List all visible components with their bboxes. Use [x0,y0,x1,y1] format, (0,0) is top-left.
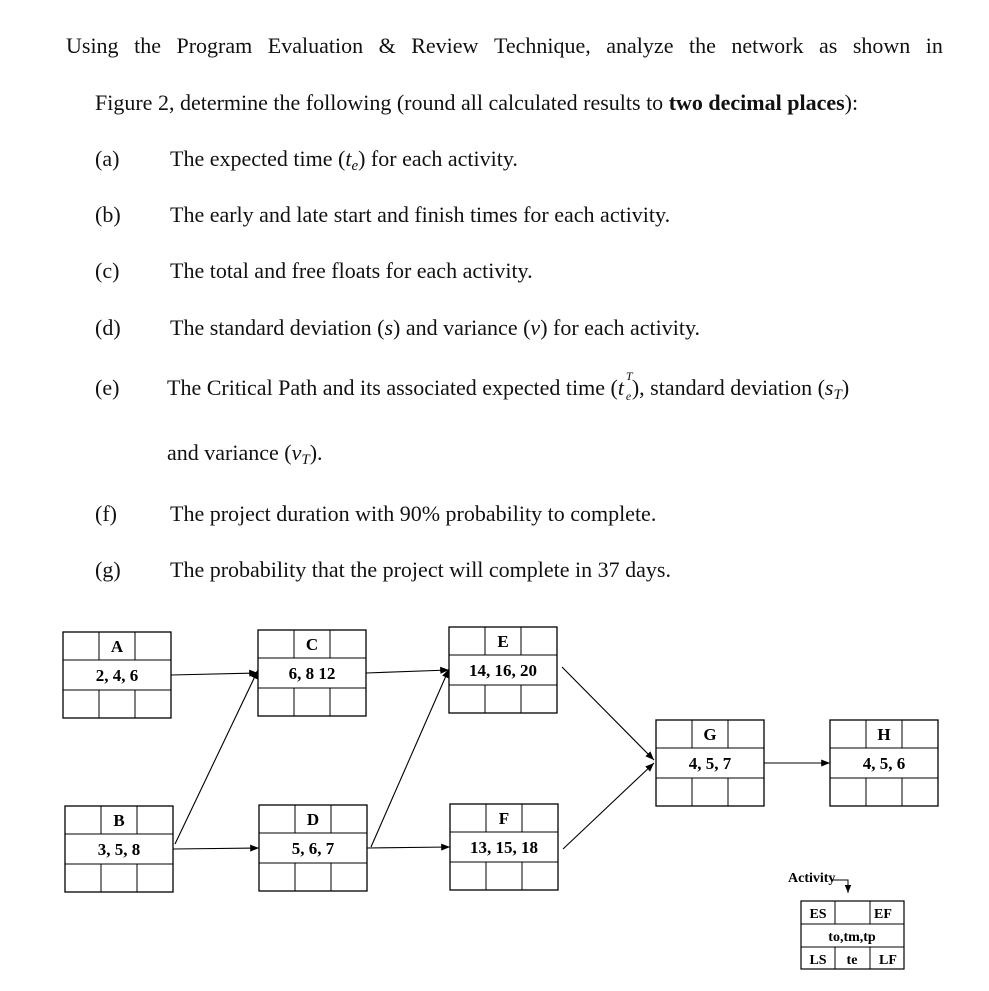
activity-times: 4, 5, 7 [688,754,732,773]
edge-b-d [173,848,259,849]
intro-word: the [134,33,161,58]
tte-base: t [617,375,624,400]
intro-word: analyze [606,33,674,58]
item-label-f: (f) [95,501,117,526]
activity-times: 2, 4, 6 [95,666,139,685]
st-variable: s [824,375,834,400]
activity-times: 13, 15, 18 [470,838,538,857]
item-text-b: The early and late start and finish times for each activity. [170,202,671,227]
tte-sup: T [625,369,633,383]
activity-id: F [498,809,510,828]
intro-word: shown [852,33,911,58]
activity-node-a [63,632,171,718]
edge-b-c [175,670,258,844]
intro-word: network [731,33,804,58]
tte-sub: e [625,389,632,403]
edge-d-f [367,847,450,848]
item-a-part2: ) for each activity. [358,146,518,171]
legend-times: to,tm,tp [828,930,876,945]
edge-f-g [563,763,654,849]
edge-d-e [371,669,449,847]
activity-times: 6, 8 12 [288,664,336,683]
item-text-c: The total and free floats for each activity. [170,258,533,283]
item-d-part2: ) and variance ( [393,315,531,340]
item-e-part3: ) [841,375,850,400]
activity-node-b [65,806,173,892]
intro-text: Figure 2, determine the following (round all calculated results to [95,90,669,115]
activity-id: C [305,635,319,654]
intro-text-end: ): [844,90,859,115]
activity-times: 3, 5, 8 [97,840,141,859]
activity-times: 14, 16, 20 [469,661,537,680]
legend-ls: LS [809,953,827,968]
edge-c-e [366,670,449,673]
item-label-a: (a) [95,146,120,171]
activity-times: 5, 6, 7 [291,839,335,858]
item-label-d: (d) [95,315,121,340]
item-e-part5: ). [309,440,323,465]
edge-a-c [171,673,258,675]
intro-word: Evaluation [267,33,364,58]
activity-id: H [877,725,891,744]
legend-ef: EF [874,907,892,922]
st-subscript: T [833,387,842,403]
intro-word: & [378,33,396,58]
activity-node-h [830,720,938,806]
intro-word: as [818,33,838,58]
item-label-c: (c) [95,258,120,283]
legend-activity-label: Activity [788,871,836,886]
te-variable: t [345,146,352,171]
item-d-part1: The standard deviation ( [170,315,385,340]
activity-times: 4, 5, 6 [862,754,906,773]
activity-id: A [110,637,124,656]
edge-e-g [562,667,654,760]
item-label-b: (b) [95,202,121,227]
legend [788,871,904,969]
item-text-f: The project duration with 90% probability to complete. [170,501,657,526]
item-e-part2: ), standard deviation ( [631,375,825,400]
legend-te: te [846,953,858,968]
intro-word: in [925,33,943,58]
legend-es: ES [809,907,827,922]
activity-id: D [306,810,320,829]
item-a-part1: The expected time ( [170,146,346,171]
intro-word: Technique, [493,33,591,58]
intro-word: Program [176,33,253,58]
activity-node-c [258,630,366,716]
activity-node-d [259,805,367,891]
intro-bold-text: two decimal places [668,90,845,115]
intro-word: Using [66,33,119,58]
legend-lf: LF [879,953,897,968]
activity-node-f [450,804,558,890]
s-variable: s [384,315,393,340]
item-label-g: (g) [95,557,121,582]
activity-id: E [497,632,509,651]
activity-id: G [703,725,717,744]
nut-variable: ν [291,440,302,465]
nu-variable: ν [530,315,541,340]
activity-node-e [449,627,557,713]
intro-word: the [688,33,716,58]
item-d-part3: ) for each activity. [540,315,701,340]
item-label-e: (e) [95,375,120,400]
item-text-g: The probability that the project will complete in 37 days. [170,557,671,582]
intro-word: Review [411,33,479,58]
item-e-part1: The Critical Path and its associated expected time ( [167,375,618,400]
activity-id: B [113,811,125,830]
nut-subscript: T [301,452,310,468]
te-subscript: e [351,158,359,174]
activity-node-g [656,720,764,806]
item-e-part4: and variance ( [167,440,292,465]
